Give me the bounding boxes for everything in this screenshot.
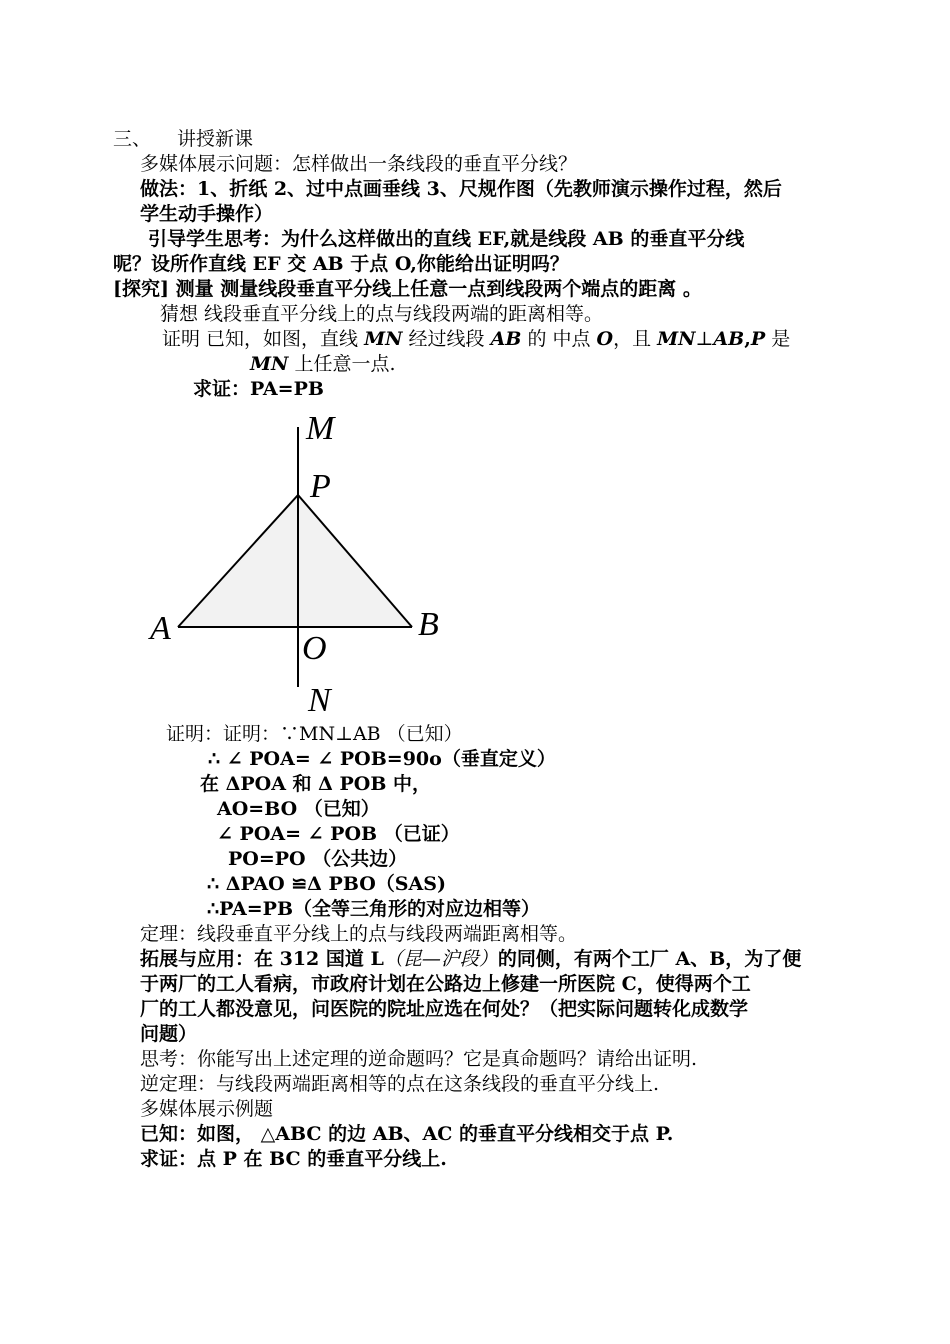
perp-symbol: ⊥ xyxy=(695,328,714,350)
proof-line-7 xyxy=(207,872,446,897)
extension-line-2: 于两厂的工人看病，市政府计划在公路边上修建一所医院 C，使得两个工 xyxy=(140,973,751,995)
point-o: O xyxy=(596,328,614,350)
guide-line-2: 呢？设所作直线 EF 交 AB 于点 O,你能给出证明吗？ xyxy=(113,253,569,275)
explore-line: [探究] 测量 测量线段垂直平分线上任意一点到线段两个端点的距离 。 xyxy=(113,278,702,300)
proof-text: 证明：证明：∵MN⊥AB （已知） xyxy=(166,723,463,745)
methods-line-2: 学生动手操作） xyxy=(140,203,274,225)
theorem-line: 定理：线段垂直平分线上的点与线段两端距离相等。 xyxy=(140,923,578,945)
guess-line: 猜想 线段垂直平分线上的点与线段两端的距离相等。 xyxy=(160,303,604,325)
label-b: B xyxy=(418,606,439,643)
proof-text: ∴PA=PB（全等三角形的对应边相等） xyxy=(207,898,541,920)
prove-goal: 求证：PA=PB xyxy=(193,378,324,400)
geometry-figure xyxy=(140,405,460,717)
line-mn: MN xyxy=(657,328,696,350)
proof-line-2 xyxy=(208,747,556,772)
label-n: N xyxy=(308,682,331,717)
extension-line-1 xyxy=(140,947,801,972)
extension-line-3: 厂的工人都没意见，问医院的院址应选在何处？（把实际问题转化成数学 xyxy=(140,998,749,1020)
proof-line-3 xyxy=(200,772,431,797)
proof-line-1 xyxy=(166,722,463,747)
extension-text: 拓展与应用：在 312 国道 L xyxy=(140,948,384,970)
proof-line-8 xyxy=(207,897,540,922)
section-title: 讲授新课 xyxy=(177,128,254,150)
proof-text: AO=BO （已知） xyxy=(217,798,380,820)
section-heading xyxy=(113,127,253,152)
proof-statement-text: 上任意一点. xyxy=(288,353,396,375)
proof-statement-text: 证明 已知，如图，直线 xyxy=(162,328,365,350)
extension-text: 的同侧，有两个工厂 A、B，为了便 xyxy=(497,948,802,970)
line-mn: MN xyxy=(250,353,289,375)
proof-line-4 xyxy=(217,797,380,822)
proof-text: ∠ POA= ∠ POB （已证） xyxy=(217,823,460,845)
extension-line-4: 问题） xyxy=(140,1023,198,1045)
line-mn: MN xyxy=(364,328,403,350)
proof-line-6 xyxy=(228,847,407,872)
prove-line: 求证：点 P 在 BC 的垂直平分线上. xyxy=(140,1148,447,1170)
intro-question: 多媒体展示问题：怎样做出一条线段的垂直平分线？ xyxy=(140,153,578,175)
comma: , xyxy=(744,328,751,350)
proof-statement-text: 的 中点 xyxy=(521,328,597,350)
extension-road-section: （昆—沪段） xyxy=(383,948,498,970)
section-number: 三、 xyxy=(113,128,152,150)
guide-line-1: 引导学生思考：为什么这样做出的直线 EF,就是线段 AB 的垂直平分线 xyxy=(148,228,745,250)
label-p: P xyxy=(310,468,331,505)
converse-theorem-line: 逆定理：与线段两端距离相等的点在这条线段的垂直平分线上. xyxy=(140,1073,660,1095)
label-a: A xyxy=(150,610,171,647)
segment-ab: AB xyxy=(490,328,522,350)
proof-statement-text: 经过线段 xyxy=(402,328,491,350)
triangle-fill xyxy=(178,495,412,627)
known-line: 已知：如图， △ABC 的边 AB、AC 的垂直平分线相交于点 P. xyxy=(140,1123,674,1145)
example-title: 多媒体展示例题 xyxy=(140,1098,274,1120)
point-p: P xyxy=(750,328,766,350)
proof-statement-text: ，且 xyxy=(613,328,658,350)
proof-text: 在 ΔPOA 和 Δ POB 中， xyxy=(200,773,432,795)
proof-statement-text: 是 xyxy=(765,328,791,350)
label-o: O xyxy=(302,630,327,667)
segment-ab: AB xyxy=(713,328,745,350)
proof-line-5 xyxy=(217,822,460,847)
proof-text: ∴ ΔPAO ≌Δ PBO（SAS) xyxy=(207,873,446,895)
label-m: M xyxy=(306,410,335,447)
think-line: 思考：你能写出上述定理的逆命题吗？它是真命题吗？请给出证明. xyxy=(140,1048,698,1070)
proof-statement-line-2 xyxy=(250,352,396,377)
methods-line-1: 做法：1、折纸 2、过中点画垂线 3、尺规作图（先教师演示操作过程，然后 xyxy=(140,178,782,200)
proof-statement-line-1 xyxy=(162,327,790,352)
proof-text: ∴ ∠ POA= ∠ POB=90o（垂直定义） xyxy=(208,748,556,770)
proof-text: PO=PO （公共边） xyxy=(228,848,408,870)
